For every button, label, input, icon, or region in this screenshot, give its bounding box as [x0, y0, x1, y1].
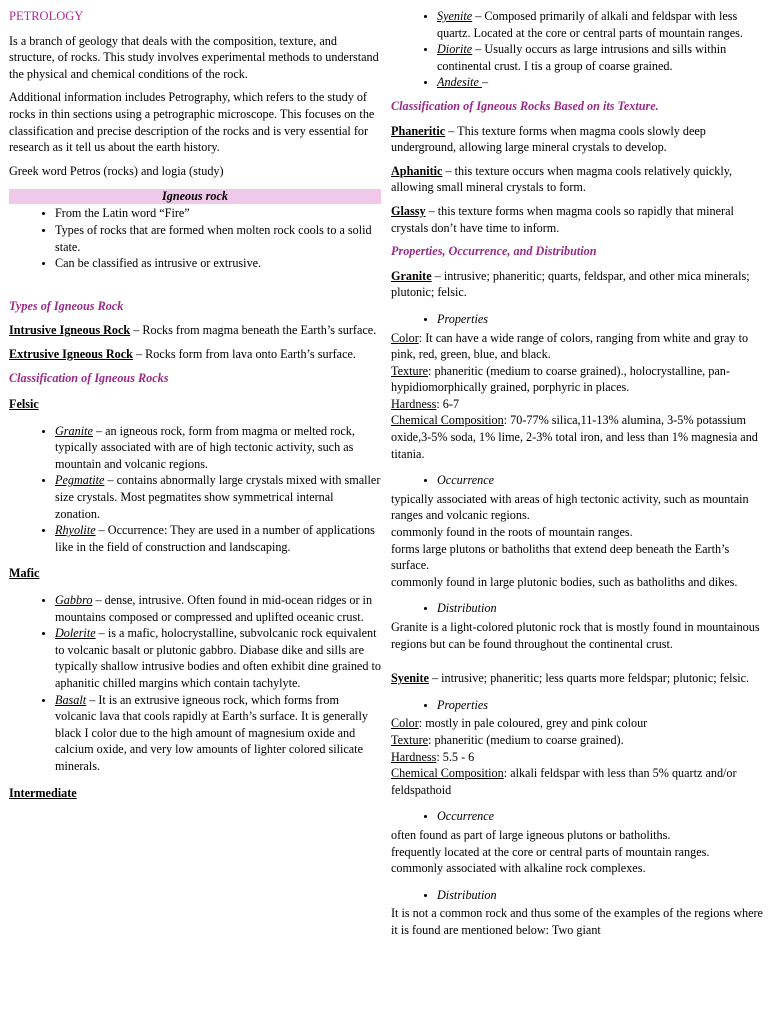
list-item: • Types of rocks that are formed when molten rock cools to a solid state. [55, 222, 381, 255]
granite-distribution: Granite is a light-colored plutonic rock that is mostly found in mountainous regions but can be found throughout the continental crust. [391, 620, 760, 651]
list-item: • Rhyolite – Occurrence: They are used in a number of applications like in the field of construction and landscaping. [55, 522, 381, 555]
intrusive-term: Intrusive Igneous Rock [9, 323, 131, 338]
classification-heading: Classification of Igneous Rocks [9, 370, 169, 385]
granite-definition: Granite – intrusive; phaneritic; quarts, feldspar, and other mica minerals; plutonic; felsic. [391, 268, 750, 300]
extrusive-definition: Extrusive Igneous Rock – Rocks form from lava onto Earth’s surface. [9, 346, 356, 361]
syenite-distribution: It is not a common rock and thus some of the examples of the regions where it is found are mentioned below: Two giant [391, 906, 763, 937]
list-item: • Pegmatite – contains abnormally large crystals mixed with smaller size crystals. Most pegmatites show symmetrical internal zonation. [55, 472, 381, 522]
mafic-heading: Mafic [9, 566, 40, 581]
granite-occurrence: typically associated with areas of high tectonic activity, such as mountain ranges and volcanic regions. commonly found in the roots of mountain ranges. forms large plutons or batholiths that extend deep beneath the Earth’s surface. commonly found in large plutonic bodies, such as batholiths and dikes. [391, 491, 749, 589]
mafic-list [9, 592, 381, 775]
pod-heading: Properties, Occurrence, and Distribution [391, 244, 597, 259]
syenite-properties: Color: mostly in pale coloured, grey and pink colour Texture: phaneritic (medium to coarse grained). Hardness: 5.5 - 6 Chemical Composition: alkali feldspar with less than 5% quartz and/or feldspathoid [391, 716, 737, 797]
igneous-rock-band-heading: Igneous rock [9, 189, 381, 204]
texture-heading: Classification of Igneous Rocks Based on its Texture. [391, 98, 659, 113]
syenite-properties-label: • Properties [391, 697, 765, 714]
types-heading: Types of Igneous Rock [9, 298, 124, 313]
list-item: • Syenite – Composed primarily of alkali and feldspar with less quartz. Located at the core or central parts of mountain ranges. [437, 8, 765, 41]
list-item: • Can be classified as intrusive or extrusive. [55, 255, 381, 272]
granite-distribution-label: • Distribution [391, 600, 765, 617]
glassy-definition: Glassy – this texture forms when magma cools so rapidly that mineral crystals don’t have time to inform. [391, 203, 734, 235]
list-item: • Dolerite – is a mafic, holocrystalline, subvolcanic rock equivalent to volcanic basalt or plutonic gabbro. Diabase dike and sills are typically shallow intrusive bodies and often exhibit dine grained to aphanitic chilled margins which contain tachylyte. [55, 625, 381, 691]
list-item: • Granite – an igneous rock, form from magma or melted rock, typically associated with are of high tectonic activity, such as mountain and volcanic regions. [55, 423, 381, 473]
list-item: • From the Latin word “Fire” [55, 205, 381, 222]
extrusive-term: Extrusive Igneous Rock [9, 346, 133, 361]
intermediate-list [391, 8, 765, 91]
aphanitic-definition: Aphanitic – this texture occurs when magma cools relatively quickly, allowing small mineral crystals to form. [391, 163, 733, 195]
syenite-occurrence: often found as part of large igneous plutons or batholiths. frequently located at the core or central parts of mountain ranges. commonly associated with alkaline rock complexes. [391, 827, 710, 876]
document-title: PETROLOGY [9, 9, 84, 23]
intrusive-definition: Intrusive Igneous Rock – Rocks from magma beneath the Earth’s surface. [9, 323, 377, 338]
list-item: • Diorite – Usually occurs as large intrusions and sills within continental crust. I tis a group of coarse grained. [437, 41, 765, 74]
syenite-definition: Syenite – intrusive; phaneritic; less quarts more feldspar; plutonic; felsic. [391, 671, 750, 686]
felsic-list [9, 423, 381, 556]
igneous-rock-list [9, 205, 381, 271]
additional-paragraph: Additional information includes Petrography, which refers to the study of rocks in thin sections using a petrographic microscope. This focuses on the classification and precise description of the rocks and is very essential for research as it tell us about the earth history. [9, 90, 375, 155]
granite-properties-label: • Properties [391, 311, 765, 328]
felsic-heading: Felsic [9, 397, 39, 412]
phaneritic-definition: Phaneritic – This texture forms when magma cools slowly deep underground, allowing large mineral crystals to develop. [391, 123, 706, 155]
left-column [9, 0, 381, 811]
right-column [391, 0, 765, 939]
granite-properties: Color: It can have a wide range of colors, ranging from white and gray to pink, red, green, blue, and black. Texture: phaneritic (medium to coarse grained)., holocrystalline, pan-hypidiomorphically grained, porphyric in places. Hardness: 6-7 Chemical Composition: 70-77% silica,11-13% alumina, 3-5% potassium oxide,3-5% soda, 1% lime, 2-3% total iron, and less than 1% magnesia and titania. [391, 330, 758, 461]
list-item: • Andesite – [437, 74, 765, 91]
list-item: • Basalt – It is an extrusive igneous rock, which forms from volcanic lava that cools rapidly at Earth’s surface. It is generally black I color due to the high amount of magnesium oxide and calcium oxide, and very low amounts of lighter colored silicate minerals. [55, 692, 381, 775]
greek-origin: Greek word Petros (rocks) and logia (study) [9, 163, 224, 178]
granite-occurrence-label: • Occurrence [391, 472, 765, 489]
syenite-distribution-label: • Distribution [391, 887, 765, 904]
list-item: • Gabbro – dense, intrusive. Often found in mid-ocean ridges or in mountains composed or compressed and uplifted oceanic crust. [55, 592, 381, 625]
syenite-occurrence-label: • Occurrence [391, 808, 765, 825]
intermediate-heading: Intermediate [9, 785, 77, 800]
intro-paragraph: Is a branch of geology that deals with the composition, texture, and structure, of rocks. This study involves experimental methods to understand the physical and chemical conditions of the rock. [9, 33, 379, 81]
